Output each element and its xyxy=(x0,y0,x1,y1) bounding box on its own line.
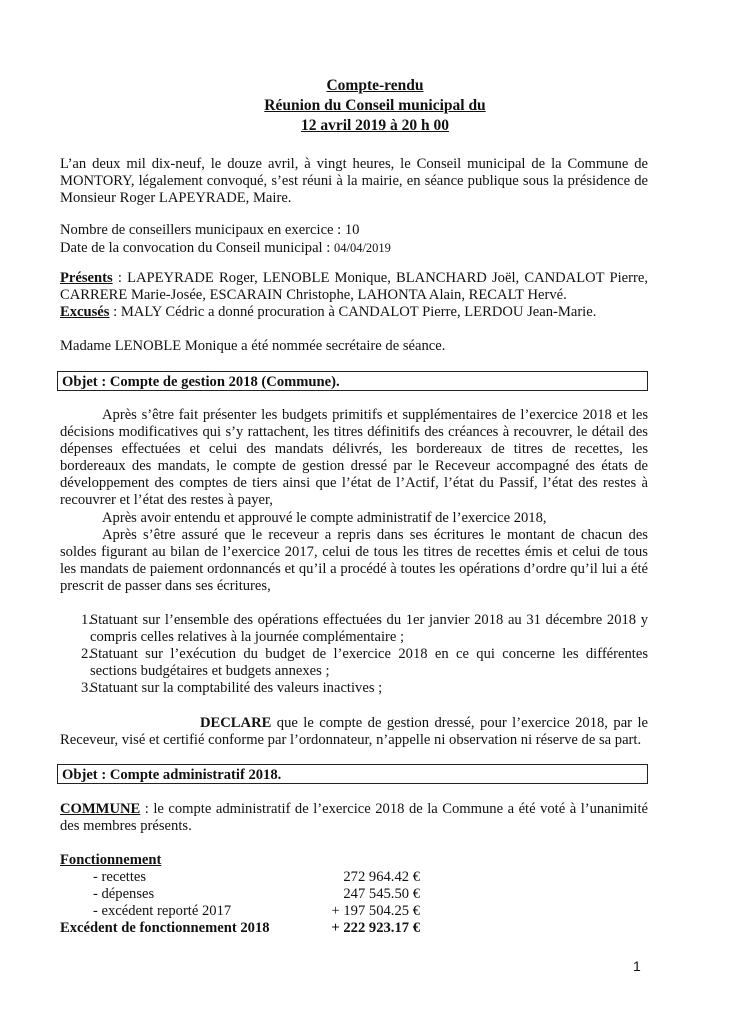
fonctionnement-table xyxy=(60,852,440,937)
title-line-2: Réunion du Conseil municipal du xyxy=(264,97,486,114)
section1-paragraph-1 xyxy=(60,407,648,509)
section1-p1-text: Après s’être fait présenter les budgets primitifs et supplémentaires de l’exercice 2018 et les décisions modificatives qui s’y rattachent, les titres définitifs des créances à recouvrer, le détail des dépenses effectuées et celui des mandats délivrés, les bordereaux de titres de recettes, les bordereaux des mandats, le compte de gestion dressé par le Receveur accompagné des états de développement des comptes de tiers ainsi que l’état de l’Actif, l’état du Passif, l’état des restes à recouvrer et l’état des restes à payer, xyxy=(60,407,648,508)
list-item-text: Statuant sur la comptabilité des valeurs inactives ; xyxy=(90,680,383,696)
convocation-label: Date de la convocation du Conseil municipal : xyxy=(60,240,334,256)
list-item-number: 3. xyxy=(81,680,92,696)
present-paragraph xyxy=(60,270,648,304)
list-item-text: Statuant sur l’ensemble des opérations effectuées du 1er janvier 2018 au 31 décembre 2018 y compris celles relatives à la journée complémentaire ; xyxy=(90,612,648,645)
list-item xyxy=(60,680,648,697)
present-label: Présents xyxy=(60,270,113,286)
present-text: : LAPEYRADE Roger, LENOBLE Monique, BLANCHARD Joël, CANDALOT Pierre, CARRERE Marie-Josée, ESCARAIN Christophe, LAHONTA Alain, RECALT Hervé. xyxy=(60,270,648,303)
list-item xyxy=(60,646,648,680)
declare-keyword: DECLARE xyxy=(200,715,272,731)
convocation-line xyxy=(60,240,660,257)
table-row xyxy=(60,903,440,920)
commune-paragraph xyxy=(60,801,648,835)
section1-paragraph-3 xyxy=(60,527,648,595)
title-line-1: Compte-rendu xyxy=(326,77,424,94)
row-value: 272 964.42 € xyxy=(343,869,420,885)
commune-label: COMMUNE xyxy=(60,801,141,817)
row-value: + 197 504.25 € xyxy=(331,903,420,919)
section-heading-compte-administratif: Objet : Compte administratif 2018. xyxy=(57,764,648,784)
page-number: 1 xyxy=(633,958,641,974)
intro-paragraph: L’an deux mil dix-neuf, le douze avril, à vingt heures, le Conseil municipal de la Commune de MONTORY, légalement convoqué, s’est réuni à la mairie, en séance publique sous la présidence de Monsieur Roger LAPEYRADE, Maire. xyxy=(60,156,648,206)
title-line-3: 12 avril 2019 à 20 h 00 xyxy=(300,117,450,134)
section-heading-compte-gestion: Objet : Compte de gestion 2018 (Commune). xyxy=(57,371,648,391)
fonctionnement-title: Fonctionnement xyxy=(60,852,162,868)
section1-paragraph-2 xyxy=(60,510,648,527)
document-title xyxy=(0,76,750,136)
row-label: - recettes xyxy=(93,869,147,885)
fonctionnement-title-row xyxy=(60,852,440,869)
list-item xyxy=(60,612,648,646)
total-row xyxy=(60,920,440,937)
declare-paragraph xyxy=(60,715,648,749)
list-item-number: 1. xyxy=(81,612,92,628)
list-item-number: 2. xyxy=(81,646,92,662)
excused-label: Excusés xyxy=(60,304,110,320)
statuant-list xyxy=(60,612,648,697)
total-value: + 222 923.17 € xyxy=(331,920,420,936)
table-row xyxy=(60,886,440,903)
secretary-line: Madame LENOBLE Monique a été nommée secrétaire de séance. xyxy=(60,338,446,354)
declare-text: que le compte de gestion dressé, pour l’exercice 2018, par le Receveur, visé et certifié conforme par l’ordonnateur, n’appelle ni observation ni réserve de sa part. xyxy=(60,715,648,748)
excused-text: : MALY Cédric a donné procuration à CANDALOT Pierre, LERDOU Jean-Marie. xyxy=(109,304,597,320)
commune-text: : le compte administratif de l’exercice 2018 de la Commune a été voté à l’unanimité des membres présents. xyxy=(60,801,648,834)
section1-p3-text: Après s’être assuré que le receveur a repris dans ses écritures le montant de chacun des soldes figurant au bilan de l’exercice 2017, celui de tous les titres de recettes émis et celui de tous les mandats de paiement ordonnancés et qu’il a procédé à toutes les opérations d’ordre qu’il lui a été prescrit de passer dans ses écritures, xyxy=(60,527,648,594)
convocation-date: 04/04/2019 xyxy=(333,241,391,255)
section1-p2-text: Après avoir entendu et approuvé le compte administratif de l’exercice 2018, xyxy=(102,510,547,526)
excused-line xyxy=(60,304,660,321)
row-value: 247 545.50 € xyxy=(343,886,420,902)
row-label: - excédent reporté 2017 xyxy=(93,903,232,919)
list-item-text: Statuant sur l’exécution du budget de l’exercice 2018 en ce qui concerne les différentes sections budgétaires et budgets annexes ; xyxy=(90,646,648,679)
table-row xyxy=(60,869,440,886)
total-label: Excédent de fonctionnement 2018 xyxy=(60,920,270,936)
row-label: - dépenses xyxy=(93,886,155,902)
councillors-count: Nombre de conseillers municipaux en exercice : 10 xyxy=(60,222,360,238)
